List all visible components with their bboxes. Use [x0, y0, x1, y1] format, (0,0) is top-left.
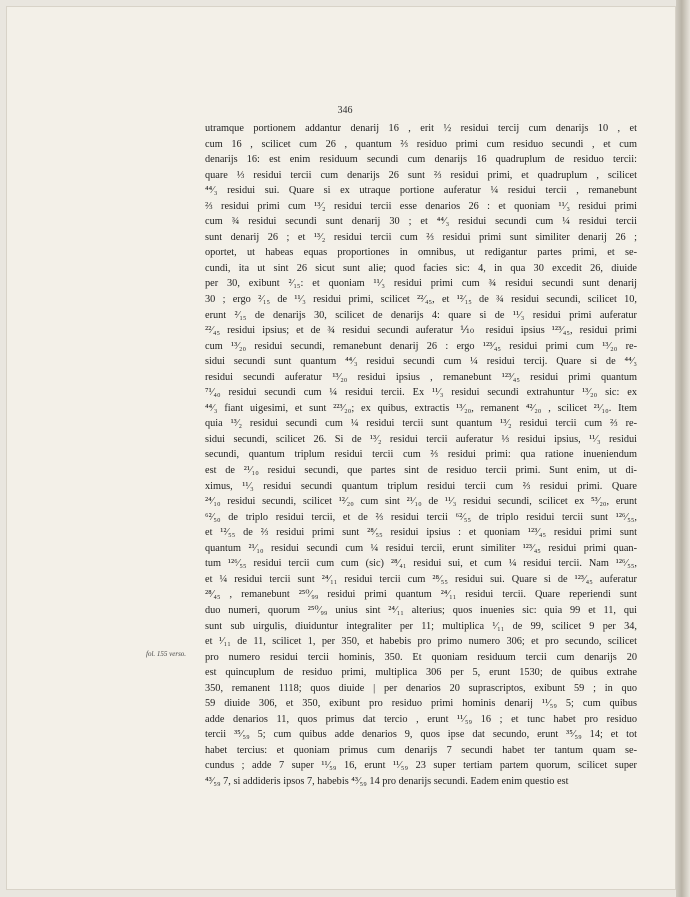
text-line: cum ¾ residui secundi sunt denarij 30 ; et ⁴⁴⁄₃ residui secundi cum ¼ residui tercii: [205, 216, 637, 228]
text-line: secundi, quantum triplum residui tercii cum ⅔ residui primi: qua ratione inueniendum: [205, 449, 637, 461]
margin-note: fol. 155 verso.: [146, 650, 187, 658]
text-line: per 30, exibunt ²⁄₁₅: et quoniam ¹¹⁄₃ residui primi cum ¾ residui secundi sunt denarij: [205, 278, 637, 290]
text-line: ⁴³⁄₅₉ 7, si addideris ipsos 7, habebis ⁴³⁄₅₉ 14 pro denarijs secundi. Eadem enim questio est: [205, 775, 569, 787]
text-line: cundus ; adde 7 super ¹¹⁄₅₉ 16, erunt ¹¹⁄₅₉ 23 super tertiam partem quorum, scilicet super: [205, 760, 637, 772]
page-edge-shadow: [676, 0, 690, 897]
text-line: sunt sub uirgulis, diuiduntur integraliter per 11; multiplica ¹⁄₁₁ de 99, scilicet 9 per 34,: [205, 620, 637, 632]
text-line: ²⁴⁄₁₀ residui secundi, scilicet ¹²⁄₂₀ cum sint ²¹⁄₁₀ de ¹¹⁄₃ residui secundi, scilicet ex ⁵³⁄₂₀, erunt: [205, 496, 637, 508]
text-line: ⅔ residui primi cum ¹³⁄₂ residui tercii esse denarios 26 : et quoniam ¹¹⁄₃ residui primi: [205, 200, 637, 212]
text-line: pro numero residui tercii hominis, 350. Et quoniam residuum tercii cum denarijs 20: [205, 651, 637, 663]
text-line: et ¼ residui tercii sunt ²⁴⁄₁₁ residui tercii cum ²⁸⁄₅₅ residui sui. Quare si de ¹²³⁄₄₅ auferatur: [205, 573, 637, 585]
text-line: 350, remanent 1118; quos diuide | per denarios 20 suprascriptos, exibunt 59 ; in quo: [205, 682, 637, 694]
text-line: ⁶²⁄₅₀ de triplo residui tercii, et de ⅔ residui tercii ⁶²⁄₅₅ de triplo residui tercii sunt ¹²⁶⁄₅₅,: [205, 511, 637, 523]
text-line: utramque portionem addantur denarij 16 , erit ½ residui tercij cum denarijs 10 , et: [205, 123, 637, 134]
text-line: ⁴⁴⁄₃ residui sui. Quare si ex utraque portione auferatur ¼ residui tercii , remanebunt: [205, 185, 637, 197]
text-line: sunt denarij 26 ; et ¹³⁄₂ residui tercii cum ⅔ residui primi sunt similiter denarij 26 ;: [205, 231, 637, 243]
text-line: quia ¹³⁄₂ residui secundi cum ¼ residui tercii sunt quantum ¹³⁄₂ residui tercii cum ⅔ re-: [205, 418, 637, 430]
text-line: est quincuplum de residuo primi, multiplica 306 per 5, erunt 1530; de quibus extrahe: [205, 667, 637, 679]
text-line: erunt ²⁄₁₅ de denarijs 30, scilicet de denarijs 4: quare si de ¹¹⁄₃ residui primi auferatur: [205, 309, 637, 321]
text-line: cum ¹³⁄₂₀ residui secundi, remanebunt denarij 26 : ergo ¹²³⁄₄₅ residui primi cum ¹³⁄₂₀ re-: [205, 340, 637, 352]
text-line: cundi, ita ut sint 26 sicut sunt alie; quod facies sic: 4, in qua 30 excedit 26, diuide: [205, 262, 637, 274]
text-line: ximus, ¹¹⁄₃ residui secundi quantum triplum residui tercii cum ⅔ residui primi. Quare: [205, 480, 637, 492]
text-line: ⁴⁴⁄₃ fiant uigesimi, et sunt ²²³⁄₂₀; ex quibus, extractis ¹³⁄₂₀, remanent ⁴²⁄₂₀ , scilicet ²¹⁄₁₀. Item: [205, 402, 637, 414]
body-text: [205, 121, 637, 790]
text-line: ²⁸⁄₄₅ , remanebunt ²⁵⁰⁄₉₉ residui primi quantum ²⁴⁄₁₁ residui tercii. Quare reperiendi sunt: [205, 589, 637, 601]
text-line: denarijs 16: est enim residuum secundi cum denarijs 16 quadruplum de residuo tercii:: [205, 154, 637, 166]
text-line: 59 diuide 306, et 350, exibunt pro residuo primi hominis denarij ¹¹⁄₅₉ 5; cum quibus: [205, 698, 637, 710]
text-line: quantum ²¹⁄₁₀ residui secundi cum ¼ residui tercii, erunt similiter ¹²³⁄₄₅ residui primi quan-: [205, 542, 637, 554]
text-line: ⁷¹⁄₄₀ residui secundi cum ¼ residui tercii. Ex ¹¹⁄₃ residui secundi extrahuntur ¹³⁄₂₀ sic: ex: [205, 387, 637, 399]
text-line: tum ¹²⁶⁄₅₅ residui tercii cum cum (sic) ²⁸⁄₄₁ residui sui, et cum ¼ residui tercii. Nam ¹²⁶⁄₅₅,: [205, 558, 637, 570]
text-line: oportet, ut habeas equas proportiones in omnibus, ut redigantur partes primi, et se-: [205, 247, 637, 259]
text-line: residui secundi auferatur ¹³⁄₂₀ residui ipsius , remanebunt ¹²³⁄₄₅ residui primi quantum: [205, 371, 637, 383]
text-line: quare ⅓ residui tercii cum denarijs 26 sunt ⅔ residui primi, et quadruplum , scilicet: [205, 169, 637, 181]
text-line: tercii ³⁵⁄₅₉ 5; cum quibus adde denarios 9, quos ipse dat secundo, erunt ³⁵⁄₅₉ 14; et tot: [205, 729, 637, 741]
text-line: duo numeri, quorum ²⁵⁰⁄₉₉ unius sint ²⁴⁄₁₁ alterius; quos inuenies sic: quia 99 et 11, qui: [205, 604, 637, 616]
text-line: sidui secundi sunt quantum ⁴⁴⁄₃ residui secundi cum ¼ residui tercij. Quare si de ⁴⁴⁄₃: [205, 356, 637, 368]
text-line: et ¹²⁄₅₅ de ⅔ residui primi sunt ²⁸⁄₅₅ residui ipsius : et quoniam ¹²³⁄₄₅ residui primi sunt: [205, 527, 637, 539]
text-line: habet tercius: et quoniam primus cum denarijs 7 secundi habet ter tantum quam se-: [205, 744, 637, 756]
text-line: cum 16 , scilicet cum 26 , quantum ⅔ residuo primi cum residuo secundi , et cum: [205, 138, 637, 150]
text-line: 30 ; ergo ²⁄₁₅ de ¹¹⁄₃ residui primi, scilicet ²²⁄₄₅, et ¹²⁄₁₅ de ¾ residui secundi, scilicet 10,: [205, 294, 637, 306]
text-line: est de ²¹⁄₁₀ residui secundi, que partes sint de residuo tercii primi. Sunt enim, ut di-: [205, 465, 637, 477]
text-line: adde denarios 11, quos primus dat tercio , erunt ¹¹⁄₅₉ 16 ; et tunc habet pro residuo: [205, 713, 637, 725]
text-line: ²²⁄₄₅ residui ipsius; et de ¾ residui secundi auferatur ⅒ residui ipsius ¹²³⁄₄₅, residui primi: [205, 325, 637, 337]
page-number: 346: [337, 105, 353, 116]
text-line: sidui secundi, scilicet 26. Si de ¹³⁄₂ residui tercii auferatur ⅓ residui ipsius, ¹¹⁄₃ residui: [205, 433, 637, 445]
text-line: et ¹⁄₁₁ de 11, scilicet 1, per 350, et habebis pro primo numero 306; et pro secundo, scilicet: [205, 636, 637, 648]
